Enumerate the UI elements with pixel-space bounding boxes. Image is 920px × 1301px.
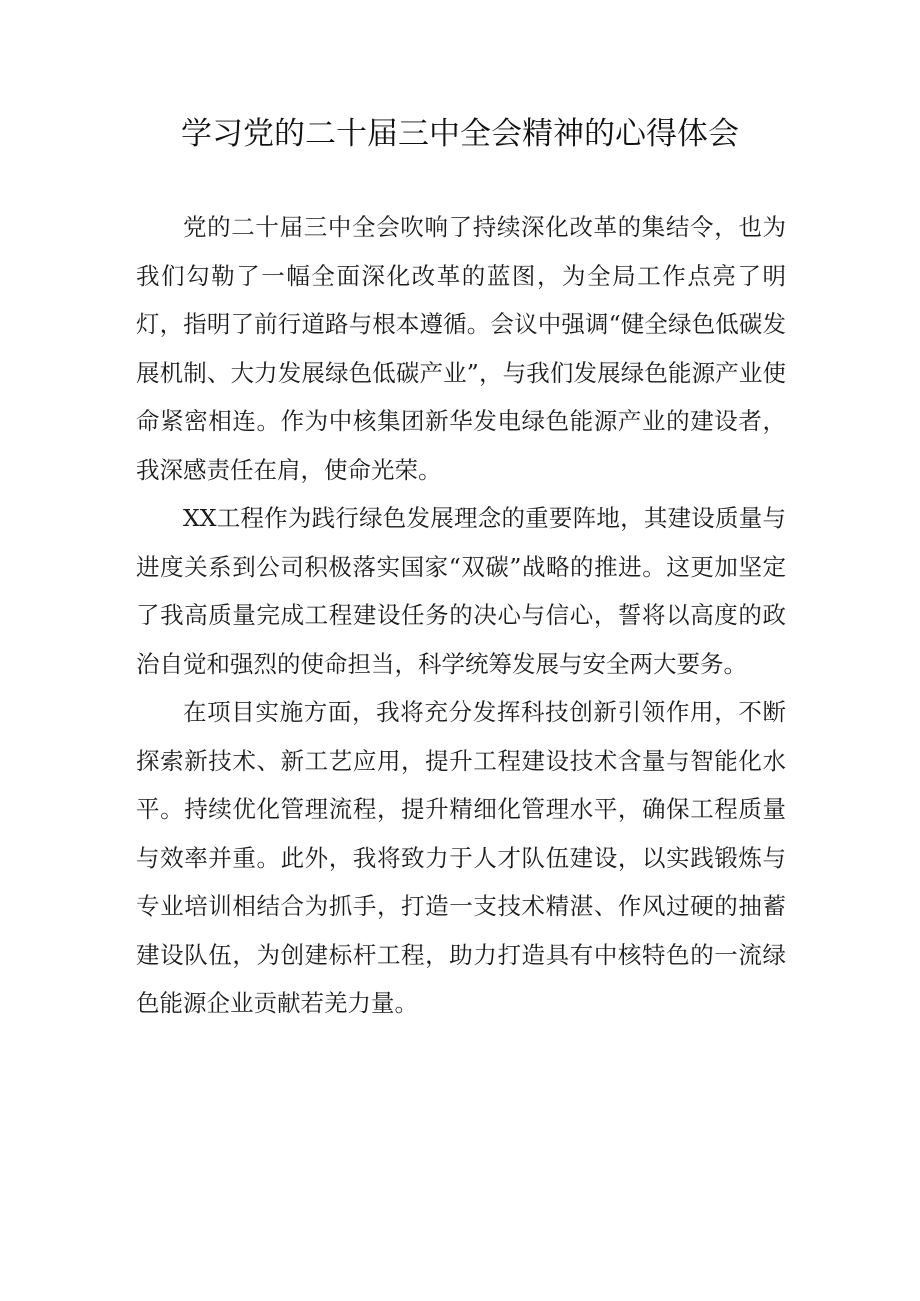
paragraph-2: XX工程作为践行绿色发展理念的重要阵地，其建设质量与进度关系到公司积极落实国家“双碳”战略的推进。这更加坚定了我高质量完成工程建设任务的决心与信心，誓将以高度的政治自觉和强烈的使命担当，科学统筹发展与安全两大要务。 bbox=[136, 504, 786, 678]
paragraph-3: 在项目实施方面，我将充分发挥科技创新引领作用，不断探索新技术、新工艺应用，提升工程建设技术含量与智能化水平。持续优化管理流程，提升精细化管理水平，确保工程质量与效率并重。此外，我将致力于人才队伍建设，以实践锻炼与专业培训相结合为抓手，打造一支技术精湛、作风过硬的抽蓄建设队伍，为创建标杆工程，助力打造具有中核特色的一流绿色能源企业贡献若羌力量。 bbox=[136, 698, 786, 1017]
paragraph-1: 党的二十届三中全会吹响了持续深化改革的集结令，也为我们勾勒了一幅全面深化改革的蓝图，为全局工作点亮了明灯，指明了前行道路与根本遵循。会议中强调“健全绿色低碳发展机制、大力发展绿色低碳产业”，与我们发展绿色能源产业使命紧密相连。作为中核集团新华发电绿色能源产业的建设者，我深感责任在肩，使命光荣。 bbox=[136, 213, 786, 484]
document-title: 学习党的二十届三中全会精神的心得体会 bbox=[181, 116, 739, 152]
document-body bbox=[136, 203, 786, 1028]
